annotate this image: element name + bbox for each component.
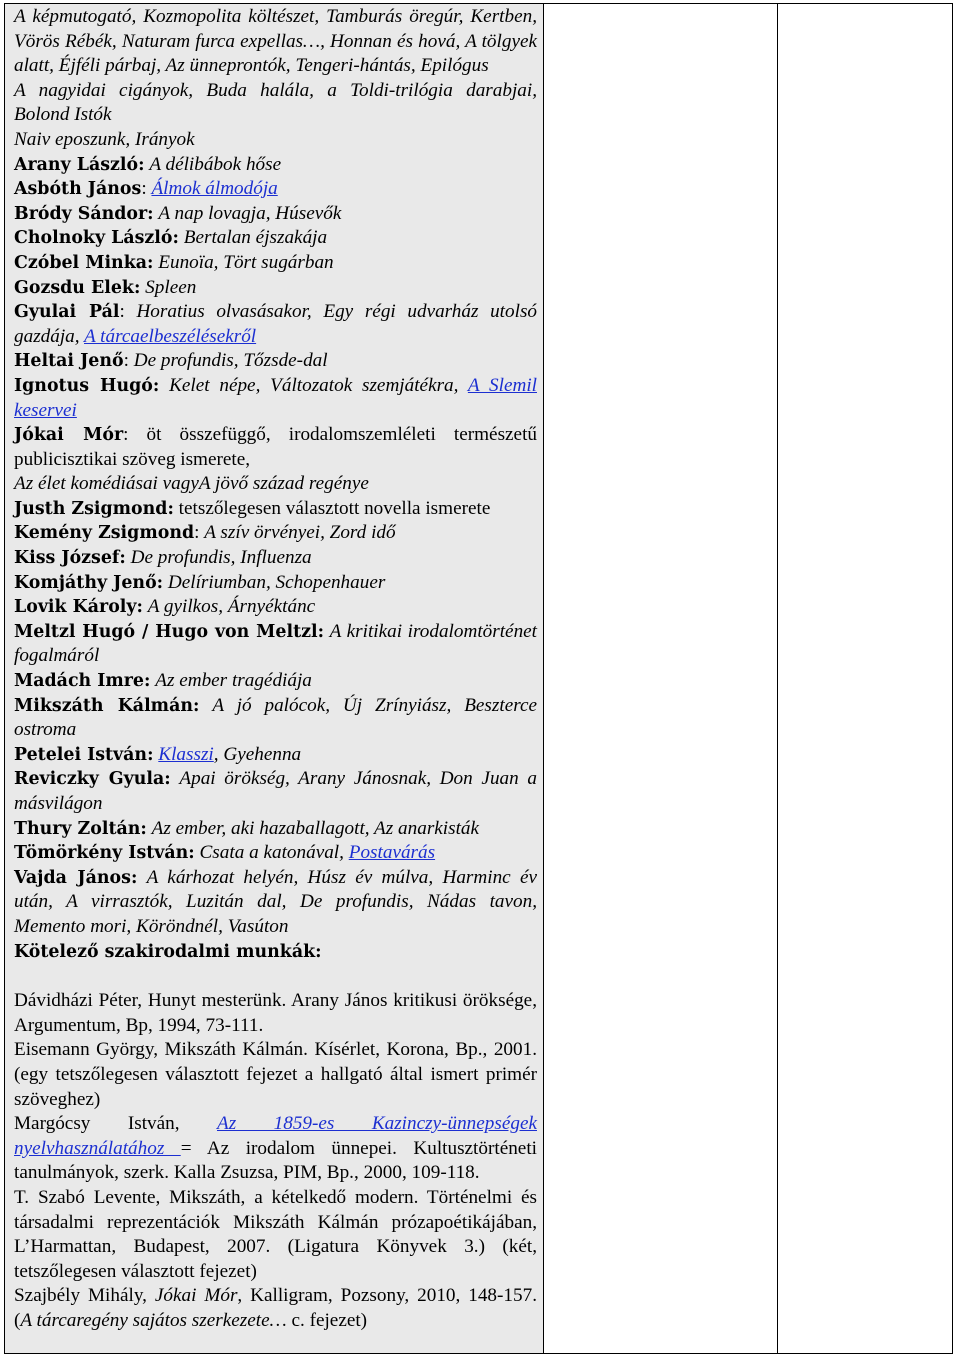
citation-title: A tárcaregény sajátos szerkezete… (20, 1309, 287, 1331)
author-name: Czóbel Minka: (14, 252, 154, 273)
author-name: Ignotus Hugó: (14, 375, 160, 396)
list-item (14, 153, 537, 178)
works-text: De profundis, Influenza (130, 547, 312, 569)
list-item (14, 79, 537, 128)
literature-item (14, 1284, 537, 1333)
list-item (14, 177, 537, 202)
list-item (14, 472, 537, 497)
citation-title: Jókai Mór (154, 1285, 238, 1307)
works-text: Az élet komédiásai vagyA jövő század regénye (14, 473, 369, 495)
works-text: A gyilkos, Árnyéktánc (147, 596, 316, 618)
author-name: Asbóth János (14, 179, 142, 200)
works-text: Delíriumban, Schopenhauer (167, 571, 386, 593)
citation-text: c. fejezet) (286, 1309, 368, 1331)
description-text: tetszőlegesen választott novella ismerete (178, 497, 491, 519)
works-text: Az ember tragédiája (155, 670, 312, 692)
works-text: A nap lovagja, Húsevők (158, 202, 342, 224)
works-text: A képmutogató, Kozmopolita költészet, Tamburás öregúr, Kertben, Vörös Rébék, Naturam furca expellas…, Honnan és hová, A tölgyek alatt, Éjféli párbaj, Az ünneprontók, Tengeri-hántás, Epilógus (14, 6, 537, 77)
author-name: Justh Zsigmond: (14, 498, 174, 519)
list-item (14, 349, 537, 374)
list-item (14, 423, 537, 472)
author-name: Kiss József: (14, 548, 126, 569)
citation-text: T. Szabó Levente, Mikszáth, a kételkedő modern. Történelmi és társadalmi reprezentációk Mikszáth Kálmán prózapoétikájában, L’Harmattan, Budapest, 2007. (Ligatura Könyvek 3.) (két, tetszőlegesen választott fejezet) (14, 1186, 537, 1282)
author-name: Reviczky Gyula: (14, 769, 171, 790)
list-item (14, 226, 537, 251)
separator: : (123, 350, 134, 372)
author-name: Kemény Zsigmond (14, 523, 195, 544)
reading-list (5, 4, 543, 1333)
author-name: Petelei István: (14, 744, 154, 765)
list-item (14, 767, 537, 816)
list-item (14, 300, 537, 349)
list-item (14, 374, 537, 423)
separator: : (194, 522, 205, 544)
author-name: Arany László: (14, 154, 145, 175)
list-item (14, 202, 537, 227)
section-heading: Kötelező szakirodalmi munkák: (14, 941, 322, 962)
spacer (14, 964, 537, 989)
list-item (14, 866, 537, 940)
works-text: A délibábok hőse (149, 153, 282, 175)
author-name: Tömörkény István: (14, 843, 195, 864)
list-item (14, 620, 537, 669)
literature-item (14, 1112, 537, 1186)
list-item (14, 276, 537, 301)
works-text: A kritikai irodalomtörténet fogalmáról (14, 620, 538, 667)
content-cell (5, 4, 544, 1354)
empty-cell-right (778, 4, 953, 1354)
works-text: Spleen (145, 276, 197, 298)
works-text: Horatius olvasásakor, Egy régi udvarház utolsó gazdája, (14, 301, 538, 347)
works-text: Kelet népe, Változatok szemjátékra, (169, 374, 468, 396)
list-item (14, 546, 537, 571)
works-text: Bertalan éjszakája (183, 227, 328, 249)
empty-cell-middle (544, 4, 778, 1354)
list-item (14, 669, 537, 694)
author-name: Madách Imre: (14, 671, 151, 692)
author-name: Meltzl Hugó / Hugo von Meltzl: (14, 621, 325, 642)
work-link[interactable]: Álmok álmodója (151, 178, 278, 200)
literature-item (14, 989, 537, 1038)
separator: : (123, 424, 147, 446)
description-text: öt összefüggő, irodalomszemléleti természetű publicisztikai szöveg ismerete, (14, 424, 537, 470)
works-text: De profundis, Tőzsde-dal (133, 350, 328, 372)
list-item (14, 5, 537, 79)
work-link[interactable]: A Slemil keservei (14, 374, 537, 421)
citation-text: , Kalligram, Pozsony, 2010, 148-157. ( (14, 1285, 537, 1331)
literature-item (14, 1186, 537, 1284)
works-text: Az ember, aki hazaballagott, Az anarkisták (151, 817, 480, 839)
author-name: Komjáthy Jenő: (14, 572, 164, 593)
separator: : (119, 301, 137, 323)
works-text: Csata a katonával, (199, 842, 349, 864)
work-link[interactable]: Postavárás (348, 842, 436, 864)
list-item (14, 128, 537, 153)
author-name: Gozsdu Elek: (14, 277, 141, 298)
author-name: Vajda János: (14, 867, 138, 888)
works-text: A kárhozat helyén, Húsz év múlva, Harminc év után, A virrasztók, Luzitán dal, De profundis, Nádas tavon, Memento mori, Köröndnél, Vasúton (14, 866, 538, 937)
author-name: Thury Zoltán: (14, 818, 147, 839)
works-text: Eunoïa, Tört sugárban (158, 251, 334, 273)
citation-text: Margócsy István, (14, 1113, 217, 1135)
list-item (14, 571, 537, 596)
author-name: Jókai Mór (14, 425, 124, 446)
works-text: A szív örvényei, Zord idő (204, 522, 396, 544)
works-text: A nagyidai cigányok, Buda halála, a Toldi-trilógia darabjai, Bolond Istók (14, 79, 537, 126)
list-item (14, 743, 537, 768)
citation-link[interactable]: Az 1859-es Kazinczy-ünnepségek nyelvhasználatához (14, 1113, 537, 1159)
author-name: Heltai Jenő (14, 351, 124, 372)
separator: : (141, 178, 152, 200)
list-item (14, 940, 537, 965)
works-text: A jó palócok, Új Zrínyiász, Beszterce ostroma (14, 694, 538, 741)
work-link[interactable]: A tárcaelbeszélésekről (84, 325, 257, 347)
citation-text: = Az irodalom ünnepei. Kultusztörténeti tanulmányok, szerk. Kalla Zsuzsa, PIM, Bp., 2000, 109-118. (14, 1137, 537, 1184)
author-name: Mikszáth Kálmán: (14, 695, 200, 716)
document-table (4, 3, 953, 1354)
citation-text: Dávidházi Péter, Hunyt mesterünk. Arany János kritikusi öröksége, Argumentum, Bp, 1994, 73-111. (14, 990, 537, 1036)
list-item (14, 817, 537, 842)
list-item (14, 595, 537, 620)
list-item (14, 694, 537, 743)
author-name: Bródy Sándor: (14, 203, 154, 224)
author-name: Gyulai Pál (14, 302, 120, 323)
works-text: , Gyehenna (213, 743, 302, 765)
list-item (14, 497, 537, 522)
table-row (5, 4, 953, 1354)
list-item (14, 251, 537, 276)
citation-text: Eisemann György, Mikszáth Kálmán. Kísérlet, Korona, Bp., 2001. (egy tetszőlegesen választott fejezet a hallgató által ismert primér szöveghez) (14, 1039, 537, 1110)
list-item (14, 521, 537, 546)
work-link[interactable]: Klasszi (158, 743, 214, 765)
author-name: Lovik Károly: (14, 597, 143, 618)
works-text: Naiv eposzunk, Irányok (14, 128, 195, 150)
author-name: Cholnoky László: (14, 228, 179, 249)
citation-text: Szajbély Mihály, (14, 1285, 155, 1307)
works-text: Apai örökség, Arany Jánosnak, Don Juan a másvilágon (14, 768, 538, 814)
list-item (14, 841, 537, 866)
literature-item (14, 1038, 537, 1112)
